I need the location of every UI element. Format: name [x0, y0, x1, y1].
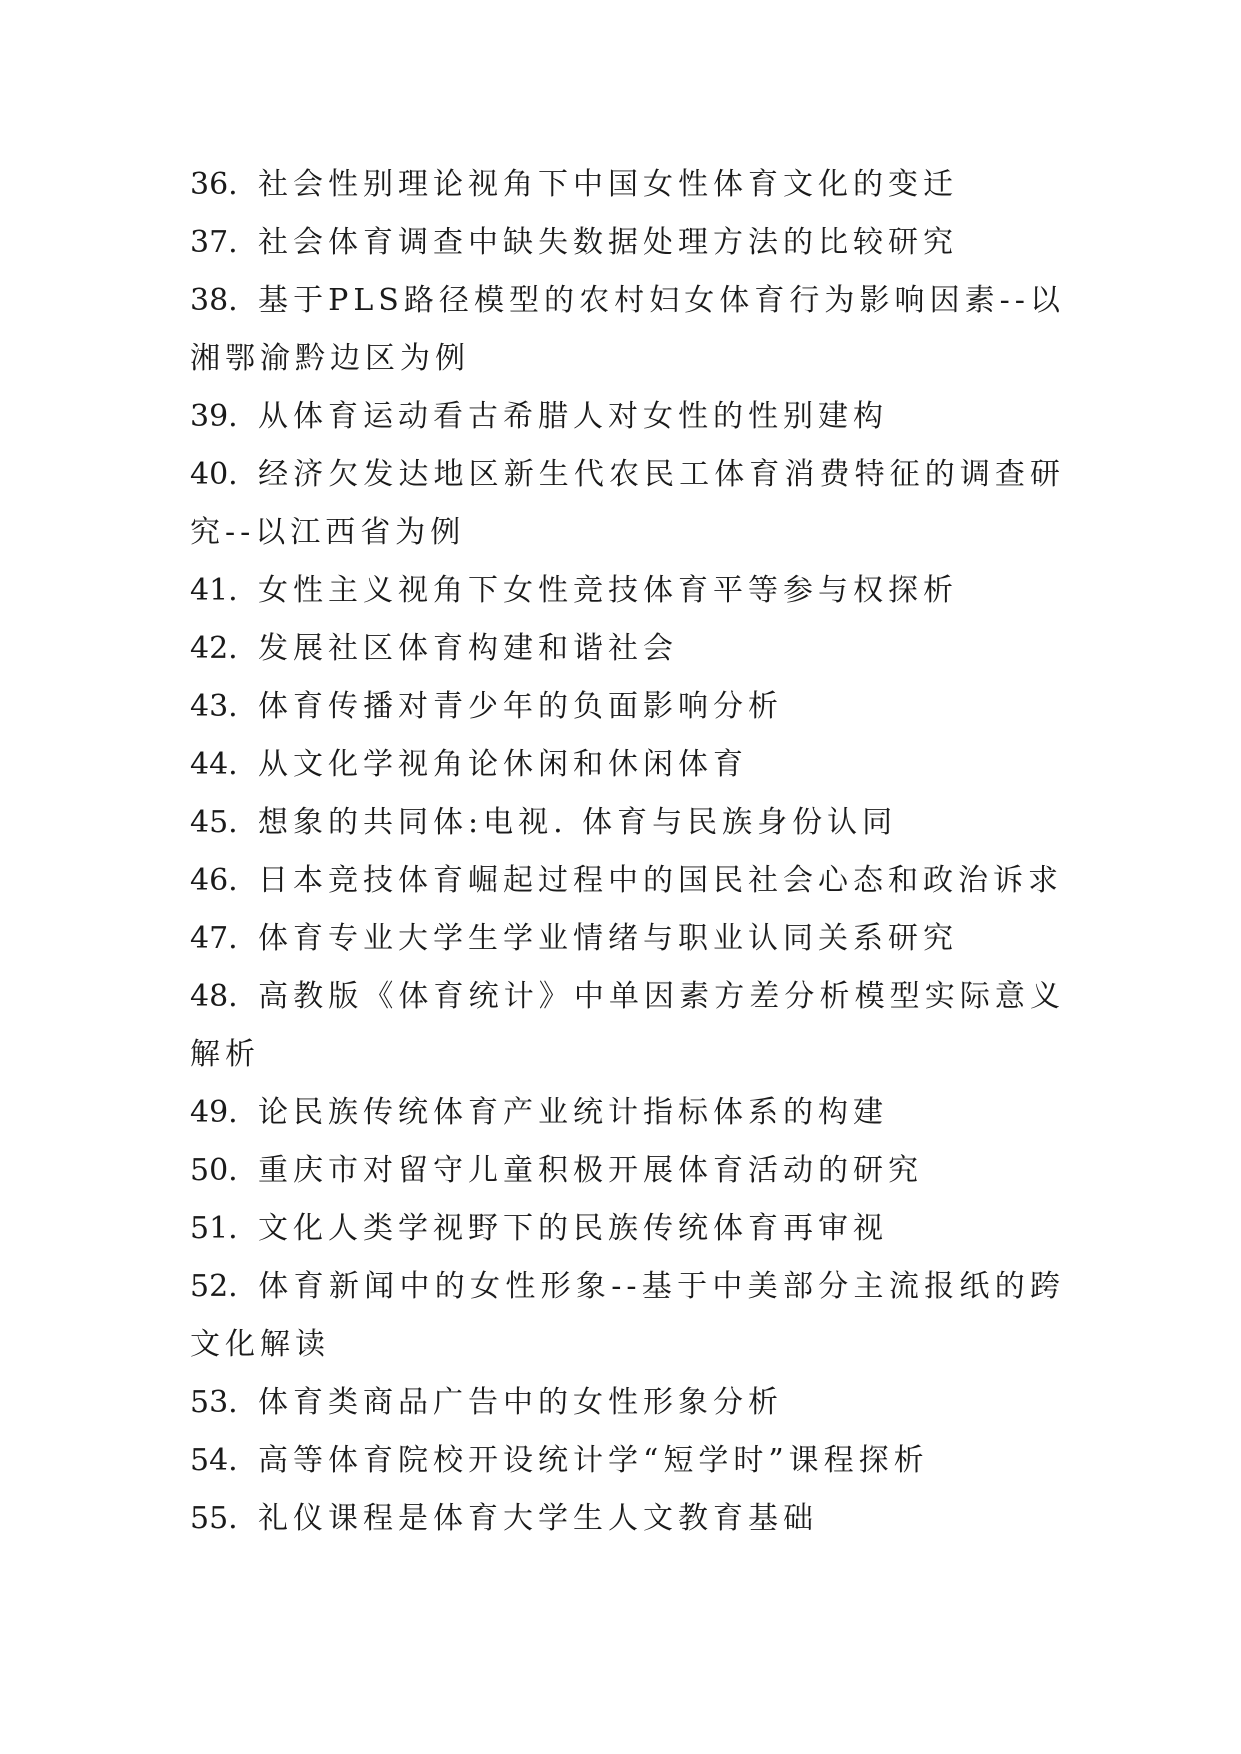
list-item: [190, 1142, 1065, 1200]
list-item: [190, 562, 1065, 620]
item-number: 54.: [190, 1443, 238, 1478]
item-number: 36.: [190, 167, 238, 202]
item-number: 38.: [190, 283, 238, 318]
list-item: [190, 910, 1065, 968]
item-number: 51.: [190, 1211, 238, 1246]
list-item: [190, 852, 1065, 910]
item-number: 50.: [190, 1153, 238, 1188]
list-item: [190, 794, 1065, 852]
item-number: 49.: [190, 1095, 238, 1130]
item-title: 女性主义视角下女性竞技体育平等参与权探析: [258, 573, 958, 608]
list-item: [190, 620, 1065, 678]
item-title: 日本竞技体育崛起过程中的国民社会心态和政治诉求: [258, 863, 1063, 898]
item-title: 从体育运动看古希腊人对女性的性别建构: [258, 399, 888, 434]
list-item: [190, 1200, 1065, 1258]
item-number: 41.: [190, 573, 238, 608]
list-item: [190, 214, 1065, 272]
item-title: 重庆市对留守儿童积极开展体育活动的研究: [258, 1153, 923, 1188]
item-title: 高等体育院校开设统计学“短学时”课程探析: [258, 1443, 929, 1478]
item-title: 论民族传统体育产业统计指标体系的构建: [258, 1095, 888, 1130]
item-title: 基于PLS路径模型的农村妇女体育行为影响因素--以湘鄂渝黔边区为例: [190, 283, 1065, 376]
list-item: [190, 156, 1065, 214]
list-item: [190, 968, 1065, 1084]
item-number: 45.: [190, 805, 238, 840]
list-item: [190, 388, 1065, 446]
topic-list: [190, 156, 1065, 1548]
item-title: 礼仪课程是体育大学生人文教育基础: [258, 1501, 818, 1536]
item-title: 从文化学视角论休闲和休闲体育: [258, 747, 748, 782]
item-title: 体育传播对青少年的负面影响分析: [258, 689, 783, 724]
item-number: 39.: [190, 399, 238, 434]
item-number: 47.: [190, 921, 238, 956]
list-item: [190, 1490, 1065, 1548]
item-title: 想象的共同体:电视. 体育与民族身份认同: [258, 805, 898, 840]
list-item: [190, 678, 1065, 736]
item-number: 42.: [190, 631, 238, 666]
item-title: 社会体育调查中缺失数据处理方法的比较研究: [258, 225, 958, 260]
list-item: [190, 272, 1065, 388]
list-item: [190, 1374, 1065, 1432]
item-title: 社会性别理论视角下中国女性体育文化的变迁: [258, 167, 958, 202]
list-item: [190, 1432, 1065, 1490]
item-title: 经济欠发达地区新生代农民工体育消费特征的调查研究--以江西省为例: [190, 457, 1065, 550]
item-number: 37.: [190, 225, 238, 260]
item-number: 53.: [190, 1385, 238, 1420]
item-title: 高教版《体育统计》中单因素方差分析模型实际意义解析: [190, 979, 1065, 1072]
list-item: [190, 736, 1065, 794]
item-title: 文化人类学视野下的民族传统体育再审视: [258, 1211, 888, 1246]
item-title: 体育专业大学生学业情绪与职业认同关系研究: [258, 921, 958, 956]
list-item: [190, 446, 1065, 562]
item-title: 体育类商品广告中的女性形象分析: [258, 1385, 783, 1420]
item-number: 46.: [190, 863, 238, 898]
item-number: 43.: [190, 689, 238, 724]
item-title: 发展社区体育构建和谐社会: [258, 631, 678, 666]
item-number: 44.: [190, 747, 238, 782]
list-item: [190, 1258, 1065, 1374]
item-number: 52.: [190, 1269, 238, 1304]
item-title: 体育新闻中的女性形象--基于中美部分主流报纸的跨文化解读: [190, 1269, 1065, 1362]
item-number: 48.: [190, 979, 238, 1014]
list-item: [190, 1084, 1065, 1142]
item-number: 55.: [190, 1501, 238, 1536]
item-number: 40.: [190, 457, 238, 492]
